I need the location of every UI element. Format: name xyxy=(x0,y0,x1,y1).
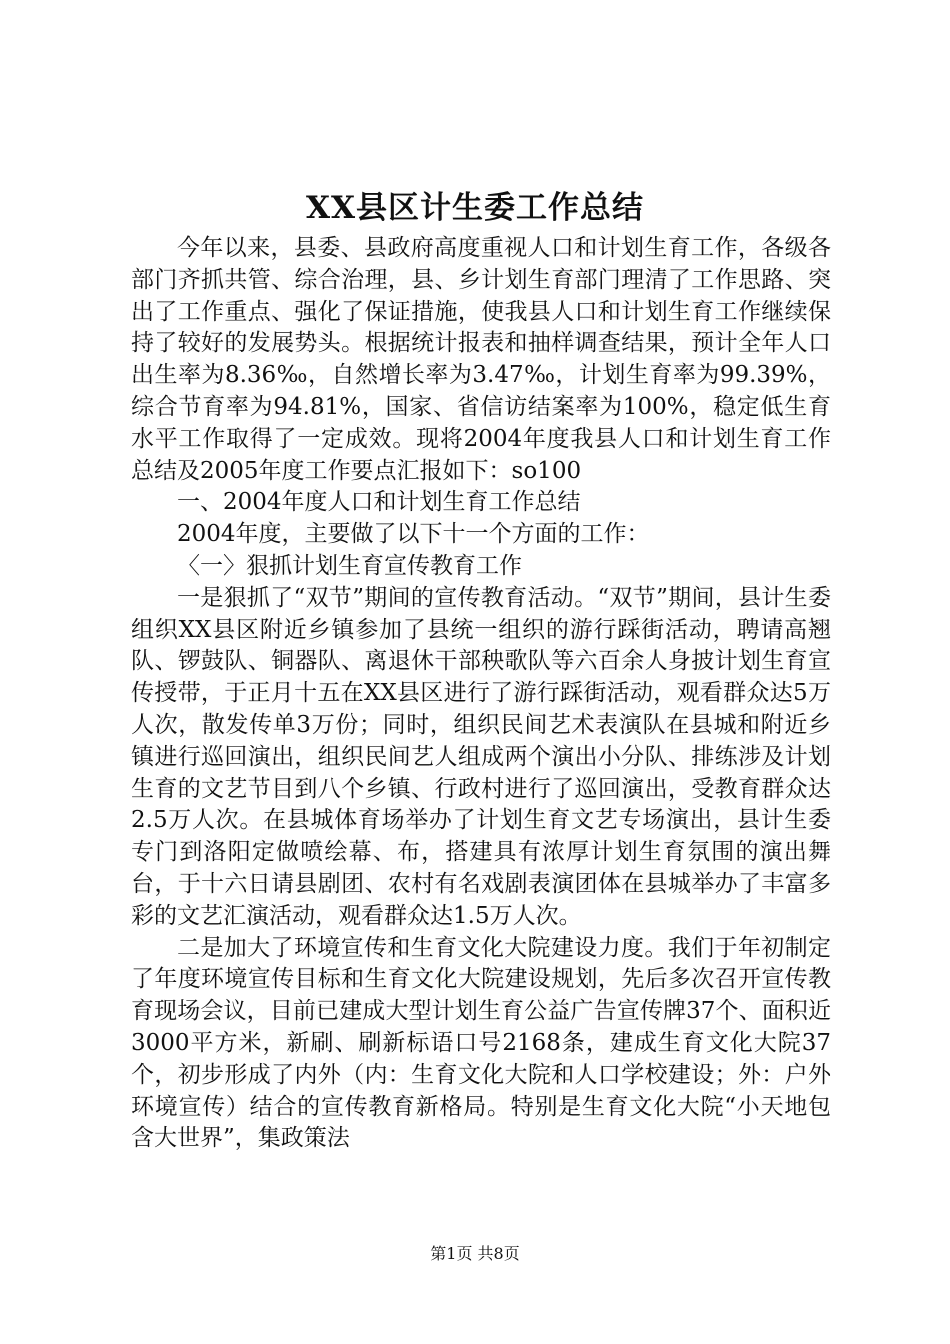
intro-paragraph: 今年以来，县委、县政府高度重视人口和计划生育工作，各级各部门齐抓共管、综合治理，县、乡计划生育部门理清了工作思路、突出了工作重点、强化了保证措施，使我县人口和计划生育工作继续保持了较好的发展势头。根据统计报表和抽样调查结果，预计全年人口出生率为8.36‰，自然增长率为3.47‰，计划生育率为99.39%，综合节育率为94.81%，国家、省信访结案率为100%，稳定低生育水平工作取得了一定成效。现将2004年度我县人口和计划生育工作总结及2005年度工作要点汇报如下：so100 xyxy=(131,235,831,484)
section-summary: 2004年度，主要做了以下十一个方面的工作： xyxy=(177,521,650,548)
page-number-footer: 第1页 共8页 xyxy=(430,1244,520,1263)
subsection-heading: 〈一〉狠抓计划生育宣传教育工作 xyxy=(177,552,522,579)
document-body xyxy=(131,233,831,1155)
section-heading: 一、2004年度人口和计划生育工作总结 xyxy=(177,489,581,516)
body-paragraph: 一是狠抓了“双节”期间的宣传教育活动。“双节”期间，县计生委组织XX县区附近乡镇参加了县统一组织的游行踩街活动，聘请高翘队、锣鼓队、铜器队、离退休干部秧歌队等六百余人身披计划生育宣传授带，于正月十五在XX县区进行了游行踩街活动，观看群众达5万人次，散发传单3万份；同时，组织民间艺术表演队在县城和附近乡镇进行巡回演出，组织民间艺人组成两个演出小分队、排练涉及计划生育的文艺节目到八个乡镇、行政村进行了巡回演出，受教育群众达2.5万人次。在县城体育场举办了计划生育文艺专场演出，县计生委专门到洛阳定做喷绘幕、布，搭建具有浓厚计划生育氛围的演出舞台，于十六日请县剧团、农村有名戏剧表演团体在县城举办了丰富多彩的文艺汇演活动，观看群众达1.5万人次。 xyxy=(131,584,831,929)
body-paragraph: 二是加大了环境宣传和生育文化大院建设力度。我们于年初制定了年度环境宣传目标和生育文化大院建设规划，先后多次召开宣传教育现场会议，目前已建成大型计划生育公益广告宣传牌37个、面积近3000平方米，新刷、刷新标语口号2168条，建成生育文化大院37个，初步形成了内外（内：生育文化大院和人口学校建设；外：户外环境宣传）结合的宣传教育新格局。特别是生育文化大院“小天地包含大世界”，集政策法 xyxy=(131,934,831,1152)
document-title: XX县区计生委工作总结 xyxy=(305,190,645,226)
